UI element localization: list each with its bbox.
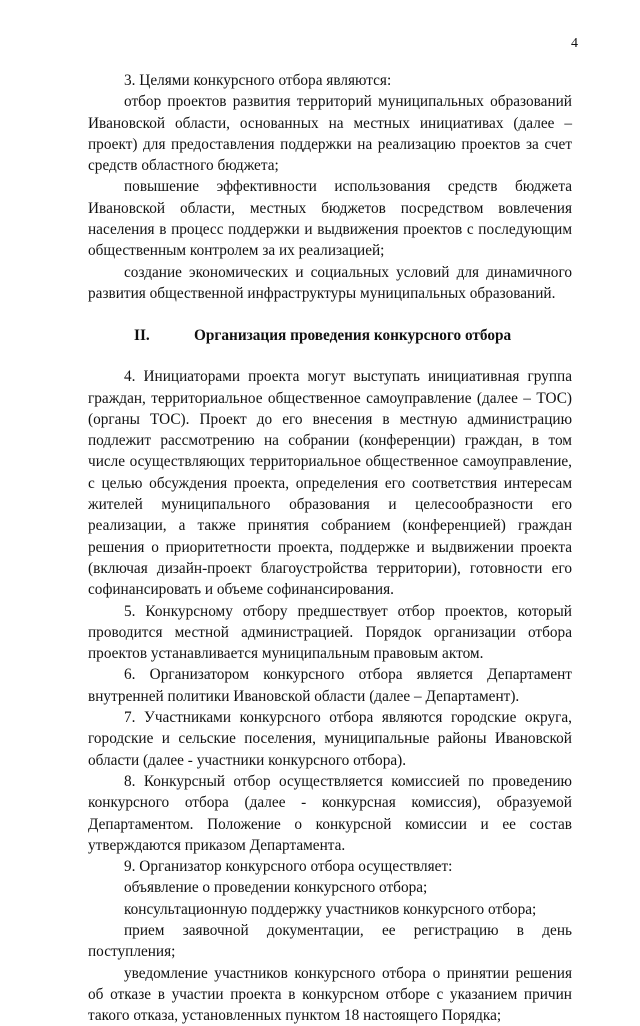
section-title: Организация проведения конкурсного отбора [194,327,512,345]
paragraph-item-6: 6. Организатором конкурсного отбора является Департамент внутренней политики Ивановской области (далее – Департамент). [88,666,572,705]
paragraph-item-7: 7. Участниками конкурсного отбора являются городские округа, городские и сельские поселения, муниципальные районы Ивановской области (далее - участники конкурсного отбора). [88,709,572,769]
paragraph-item-9: 9. Организатор конкурсного отбора осуществляет: [124,858,453,876]
paragraph-duty-registration: прием заявочной документации, ее регистрацию в день поступления; [88,921,572,961]
paragraph-item-5: 5. Конкурсному отбору предшествует отбор проектов, который проводится местной администрацией. Порядок организации отбора проектов устанавливается муниципальным правовым актом. [88,602,572,663]
paragraph-goal-efficiency: повышение эффективности использования средств бюджета Ивановской области, местных бюджетов посредством вовлечения населения в процесс поддержки и выдвижения проектов с последующим общественным контролем за их реализацией; [88,178,572,260]
paragraph-goal-selection: отбор проектов развития территорий муниципальных образований Ивановской области, основанных на местных инициативах (далее – проект) для предоставления поддержки на реализацию проектов за счет средств областного бюджета; [88,93,572,175]
document-body [88,70,572,1026]
paragraph-item-8: 8. Конкурсный отбор осуществляется комиссией по проведению конкурсного отбора (далее - конкурсная комиссия), образуемой Департаментом. Положение о конкурсной комиссии и ее состав утверждаются приказом Департамента. [88,772,572,854]
section-heading [88,325,572,346]
paragraph-duty-notification: уведомление участников конкурсного отбора о принятии решения об отказе в участии проекта в конкурсном отборе с указанием причин такого отказа, установленных пунктом 18 настоящего Порядка; [88,964,572,1025]
paragraph-item-3: 3. Целями конкурсного отбора являются: [124,72,392,89]
paragraph-goal-conditions: создание экономических и социальных условий для динамичного развития общественной инфраструктуры муниципальных образований. [88,263,572,302]
paragraph-item-4: 4. Инициаторами проекта могут выступать инициативная группа граждан, территориальное общественное самоуправление (далее – ТОС) (органы ТОС). Проект до его внесения в местную администрацию подлежит рассмотрению на собрании (конференции) граждан, в том числе осуществляющих территориальное общественное самоуправление, с целью обсуждения проекта, определения его соответствия интересам жителей муниципального образования и целесообразности его реализации, а также принятия собранием (конференцией) граждан решения о приоритетности проекта, поддержке и выдвижении проекта (включая дизайн-проект благоустройства территории), готовности его софинансировать и объеме софинансирования. [88,368,572,599]
paragraph-duty-consulting: консультационную поддержку участников конкурсного отбора; [124,900,537,918]
page-number: 4 [571,36,578,51]
paragraph-duty-announcement: объявление о проведении конкурсного отбора; [124,879,428,897]
section-number: II. [134,327,150,345]
